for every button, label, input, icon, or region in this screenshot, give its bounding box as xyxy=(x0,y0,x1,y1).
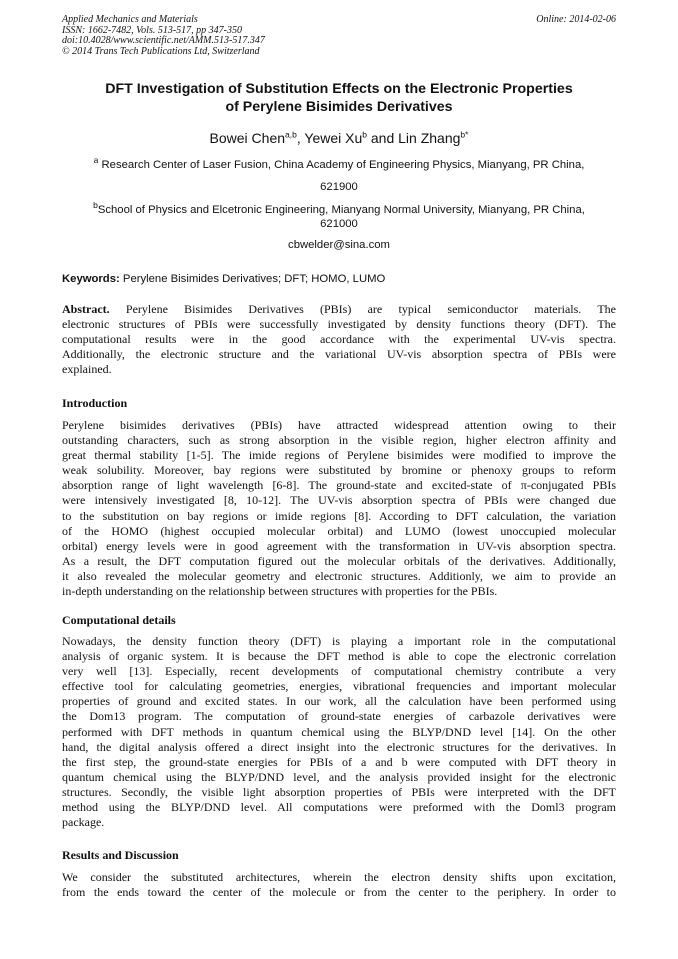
author-list xyxy=(62,128,616,148)
computational-details-body xyxy=(62,634,616,830)
body-line: in-depth understanding on the relationship between structures with properties for the PBIs. xyxy=(62,584,498,599)
body-line: great thermal stability [1-5]. The imide regions of Perylene bisimides were modified to improve the xyxy=(62,448,616,463)
body-line: from the ends toward the center of the molecule or from the center to the periphery. In order to xyxy=(62,885,616,900)
title-line-2: of Perylene Bisimides Derivatives xyxy=(225,99,453,115)
body-line: absorption range of light wavelength [6-8]. The ground-state and excited-state of π-conjugated PBIs xyxy=(62,478,616,493)
title-line-1: DFT Investigation of Substitution Effects on the Electronic Properties xyxy=(105,81,573,97)
journal-header xyxy=(62,15,616,57)
body-line: Perylene bisimides derivatives (PBIs) have attracted widespread attention owing to their xyxy=(62,418,616,432)
author-name: Bowei Chen xyxy=(209,130,286,146)
body-line: properties of ground and excited states. In our work, all the calculation have been performed using xyxy=(62,694,616,709)
body-line: outstanding characters, such as strong absorption in the visible region, higher electron affinity and xyxy=(62,433,616,448)
body-line: orbital) energy levels were in good agreement with the transformation in UV-vis absorption spectra. xyxy=(62,538,616,553)
body-line: performed with DFT methods in quantum chemical using the BLYP/DND level [14]. On the other xyxy=(62,724,616,739)
body-line: method using the BLYP/DND level. All computations were preformed with the Doml3 program xyxy=(62,800,616,815)
body-line: the first step, the ground-state energies for PBIs of a and b were computed with DFT theory in xyxy=(62,754,616,769)
abstract xyxy=(62,302,616,377)
abstract-line: explained. xyxy=(62,362,112,377)
body-line: weak solubility. Moreover, bay regions were substituted by bromine or phenoxy groups to reform xyxy=(62,463,616,478)
author-name: Lin Zhang xyxy=(398,130,461,146)
body-line: package. xyxy=(62,815,105,830)
journal-name: Applied Mechanics and Materials xyxy=(62,14,198,25)
section-heading-computational-details: Computational details xyxy=(62,613,176,627)
author-affiliation-mark: a,b xyxy=(285,129,297,140)
journal-info xyxy=(62,15,616,57)
abstract-line: electronic structures of PBIs were successfully investigated by density functions theory (DFT). The xyxy=(62,317,616,332)
author-affiliation-mark: b xyxy=(362,129,367,140)
paper-title xyxy=(62,80,616,116)
body-line: hand, the digital analysis offered a direct insight into the electronic structures for the derivatives. In xyxy=(62,739,616,754)
affiliation-b-mark: b xyxy=(93,200,98,211)
results-body xyxy=(62,870,616,900)
keywords-text: Perylene Bisimides Derivatives; DFT; HOMO, LUMO xyxy=(119,273,386,285)
abstract-label: Abstract. xyxy=(62,302,110,316)
body-line: it also revealed the molecular geometry and electronic structures. Additionly, we aim to provide an xyxy=(62,568,616,583)
author-name: Yewei Xu xyxy=(304,130,363,146)
author-affiliation-mark: b* xyxy=(460,129,469,140)
body-line: We consider the substituted architectures, wherein the electron density shifts upon excitation, xyxy=(62,870,616,884)
affiliation-a-mark: a xyxy=(93,155,99,166)
body-line: the Dom13 program. The computation of ground-state energies of carbazole derivatives were xyxy=(62,709,616,724)
author-separator: and xyxy=(366,130,399,146)
abstract-line: Abstract. Perylene Bisimides Derivatives (PBIs) are typical semiconductor materials. The xyxy=(62,302,616,316)
body-line: effective tool for calculating geometries, energies, vibrational frequencies and important molecular xyxy=(62,679,616,694)
section-heading-results-and-discussion: Results and Discussion xyxy=(62,848,179,862)
journal-issn: ISSN: 1662-7482, Vols. 513-517, pp 347-350 xyxy=(62,24,242,36)
keywords xyxy=(62,272,616,286)
body-line: quantum chemical using the BLYP/DND level, and the analysis provided insight for the electronic xyxy=(62,769,616,784)
affiliation-b-line-1: $^b$School of Physics and Elcetronic Engineering, Mianyang Normal University, Mianyang, PR China, xyxy=(93,200,585,216)
journal-doi: doi:10.4028/www.scientific.net/AMM.513-517.347 xyxy=(62,35,265,46)
author-separator: , xyxy=(296,130,305,146)
body-line: very well [13]. Especially, recent developments of computational chemistry contribute a very xyxy=(62,664,616,679)
abstract-line: computational results were in the good accordance with the experimental UV-vis spectra. xyxy=(62,332,616,347)
abstract-line: Additionally, the electronic structure and the variational UV-vis absorption spectra of PBIs were xyxy=(62,347,616,362)
affiliation-a-line-2: 621900 xyxy=(320,181,358,193)
section-heading-introduction: Introduction xyxy=(62,396,128,410)
affiliation-a xyxy=(62,155,616,194)
body-line: As a result, the DFT computation figured out the molecular orbitals of the derivatives. Additionally, xyxy=(62,553,616,568)
keywords-label: Keywords: xyxy=(62,273,120,285)
affiliation-b-line-2: 621000 xyxy=(320,218,358,230)
introduction-body xyxy=(62,418,616,599)
body-line: Nowadays, the density function theory (DFT) is playing a important role in the computational xyxy=(62,634,616,648)
body-line: structures. Secondly, the visible light absorption properties of PBIs were interpreted with the DFT xyxy=(62,784,616,799)
body-line: were intensively investigated [8, 10-12]. The UV-vis absorption spectra of PBIs were changed due xyxy=(62,493,616,508)
body-line: to the substitution on bay regions or imide regions [8]. According to DFT calculation, the variation xyxy=(62,508,616,523)
body-line: of the HOMO (highest occupied molecular orbital) and LUMO (lowest unoccupied molecular xyxy=(62,523,616,538)
online-date: Online: 2014-02-06 xyxy=(536,14,616,25)
affiliation-b xyxy=(62,200,616,231)
journal-copyright: © 2014 Trans Tech Publications Ltd, Switzerland xyxy=(62,45,260,57)
affiliation-a-line-1: $^a$ Research Center of Laser Fusion, China Academy of Engineering Physics, Mianyang, PR China, xyxy=(93,155,585,171)
corresponding-email[interactable]: cbwelder@sina.com xyxy=(288,239,390,251)
body-line: analysis of organic system. It is because the DFT method is able to cope the electronic correlation xyxy=(62,649,616,664)
